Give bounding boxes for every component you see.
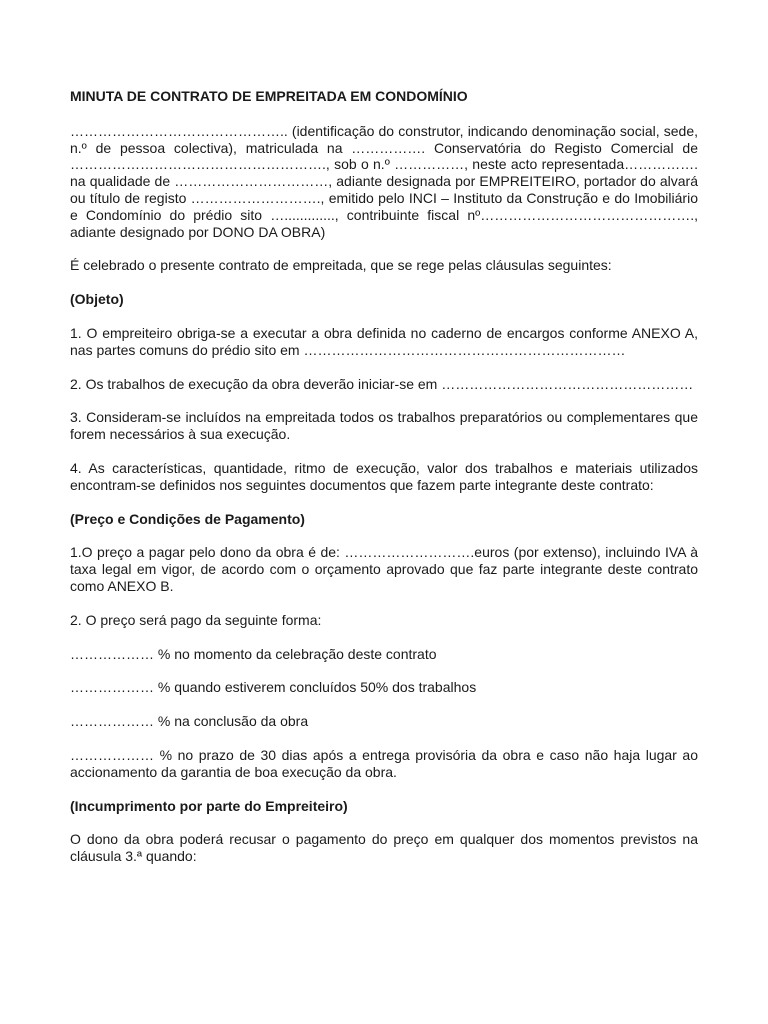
payment-item-2: ……………… % quando estiverem concluídos 50% dos trabalhos — [70, 679, 477, 696]
payment-item-4: ……………… % no prazo de 30 dias após a entrega provisória da obra e caso não haja lugar ao accionamento da garantia de boa execução da obra. — [70, 746, 698, 780]
clause-incumprimento-1: O dono da obra poderá recusar o pagamento do preço em qualquer dos momentos previstos na cláusula 3.ª quando: — [70, 831, 698, 865]
document-title: MINUTA DE CONTRATO DE EMPREITADA EM CONDOMÍNIO — [70, 88, 468, 104]
section-heading-preco: (Preço e Condições de Pagamento) — [70, 510, 305, 527]
clause-objeto-3: 3. Consideram-se incluídos na empreitada todos os trabalhos preparatórios ou complementares que forem necessários à sua execução. — [70, 409, 698, 443]
section-heading-incumprimento: (Incumprimento por parte do Empreiteiro) — [70, 797, 348, 814]
clause-objeto-1: 1. O empreiteiro obriga-se a executar a obra definida no caderno de encargos conforme ANEXO A, nas partes comuns do prédio sito em …………………………………………………………… — [70, 324, 698, 358]
document-page — [70, 88, 698, 865]
intro-paragraph: ……………………………………….. (identificação do construtor, indicando denominação social, sede, n.º de pessoa colectiva), matriculada na ……………. Conservatória do Registo Comercial de ………………………………………………., sob o n.º ……………, neste acto representada……………. na qualidade de ……………………………, adiante designada por EMPREITEIRO, portador do alvará ou título de registo ………………………., emitido pelo INCI – Instituto da Construção e do Imobiliário e Condomínio do prédio sito …............., contribuinte fiscal nº………………………………………., adiante designado por DONO DA OBRA) — [70, 122, 698, 240]
clause-objeto-4: 4. As características, quantidade, ritmo de execução, valor dos trabalhos e materiais utilizados encontram-se definidos nos seguintes documentos que fazem parte integrante deste contrato: — [70, 459, 698, 493]
celebration-paragraph: É celebrado o presente contrato de empreitada, que se rege pelas cláusulas seguintes: — [70, 257, 612, 274]
section-heading-objeto: (Objeto) — [70, 291, 124, 308]
clause-preco-1: 1.O preço a pagar pelo dono da obra é de: ……………………….euros (por extenso), incluindo IVA à taxa legal em vigor, de acordo com o orçamento aprovado que faz parte integrante deste contrato como ANEXO B. — [70, 544, 698, 594]
payment-item-1: ……………… % no momento da celebração deste contrato — [70, 645, 437, 662]
payment-item-3: ……………… % na conclusão da obra — [70, 713, 309, 730]
clause-preco-2: 2. O preço será pago da seguinte forma: — [70, 611, 322, 628]
clause-objeto-2: 2. Os trabalhos de execução da obra deverão iniciar-se em ……………………………………………… — [70, 375, 694, 392]
